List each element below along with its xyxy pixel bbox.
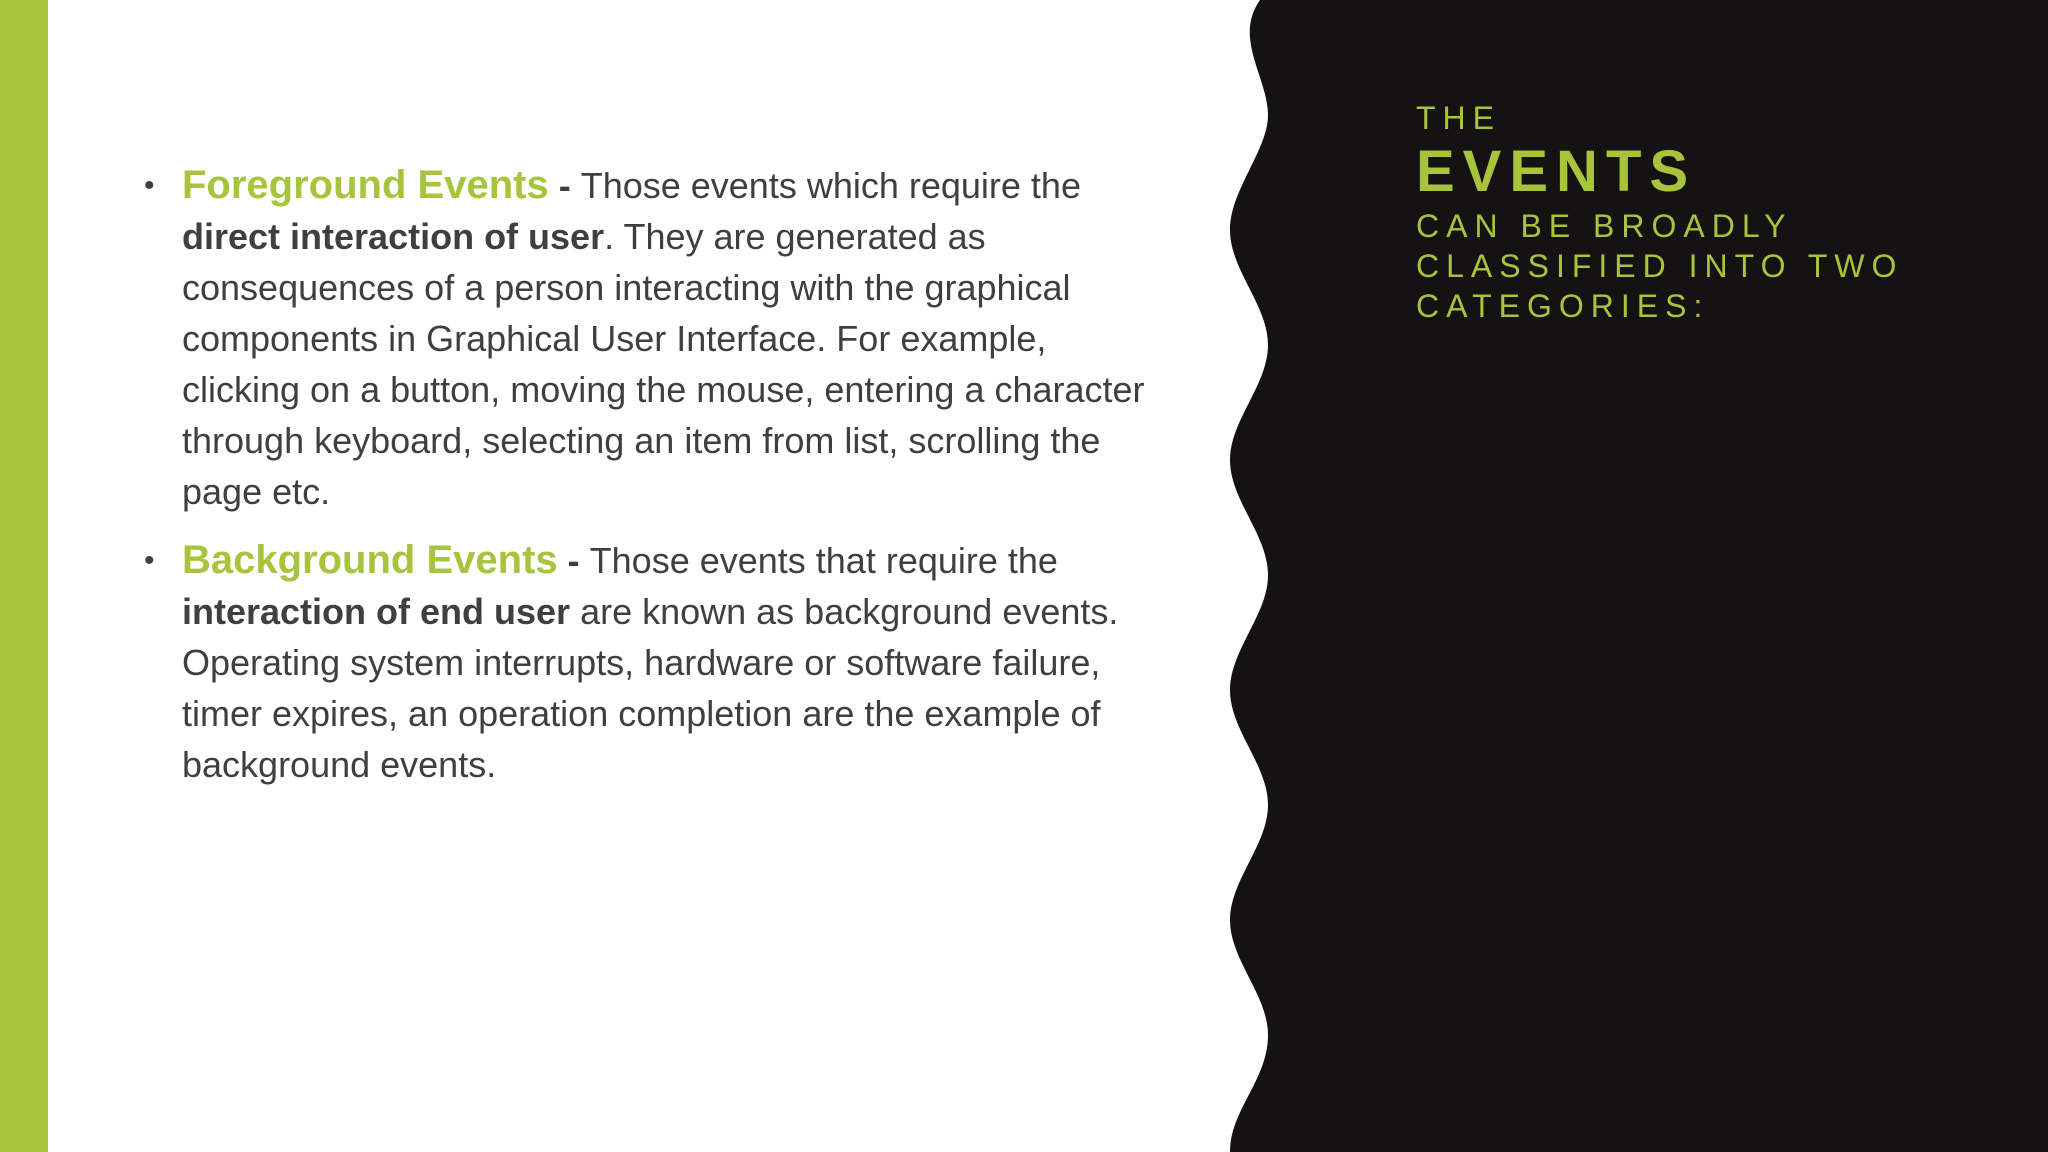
accent-stripe [0, 0, 48, 1152]
bullet-dash: - [557, 540, 590, 581]
title-line-the: THE [1416, 100, 1501, 136]
bullet-dash: - [548, 165, 581, 206]
bullet-rest: . They are generated as consequences of a person interacting with the graphical components in Graphical User Interface. For example, clicking on a button, moving the mouse, entering a character through keyboard, selecting an item from list, scrolling the page etc. [182, 216, 1145, 512]
bullet-emphasis: direct interaction of user [182, 216, 605, 257]
bullet-marker: • [144, 169, 155, 202]
bullet-term: Background Events [182, 538, 558, 582]
title-line-5: CATEGORIES: [1416, 288, 1710, 324]
title-line-4: CLASSIFIED INTO TWO [1416, 248, 1904, 284]
bullet-background-events [140, 535, 1170, 790]
bullet-rest: are known as background events. Operating system interrupts, hardware or software failure, timer expires, an operation completion are the example of background events. [182, 591, 1119, 785]
bullet-emphasis: interaction of end user [182, 591, 571, 632]
bullet-lead: Those events that require the [589, 540, 1058, 581]
slide-title [1416, 98, 2016, 326]
title-line-3: CAN BE BROADLY [1416, 208, 1793, 244]
bullet-lead: Those events which require the [580, 165, 1081, 206]
bullet-term: Foreground Events [182, 163, 549, 207]
title-line-events: EVENTS [1416, 139, 1697, 204]
bullet-marker: • [144, 544, 155, 577]
bullet-foreground-events [140, 160, 1170, 517]
bullet-list [140, 160, 1170, 808]
